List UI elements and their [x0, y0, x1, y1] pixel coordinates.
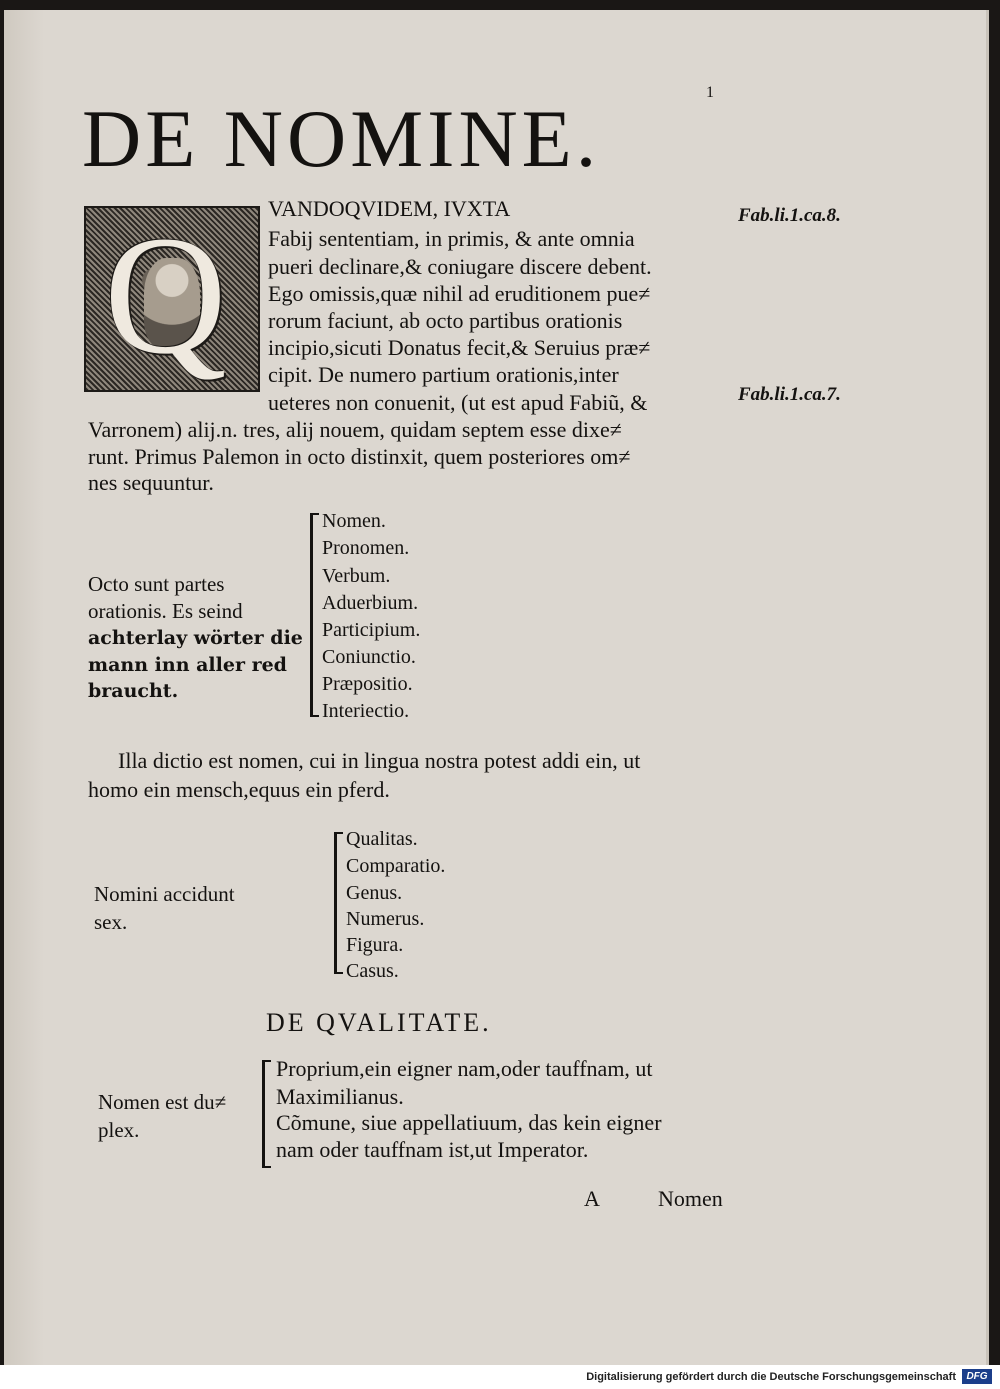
parts-list-item: Interiectio. — [322, 700, 410, 722]
drop-cap-woodcut — [84, 201, 260, 392]
page-gutter-shade — [4, 10, 44, 1365]
parts-intro-line: orationis. Es seind — [88, 599, 243, 623]
accidents-intro-line: Nomini accidunt — [94, 882, 235, 906]
intro-line: Fabij sententiam, in primis, & ante omnia — [268, 226, 635, 251]
book-page — [4, 10, 989, 1365]
section-heading: DE QVALITATE. — [266, 1008, 492, 1037]
duplex-line: Proprium,ein eigner nam,oder tauffnam, ut — [276, 1056, 653, 1081]
parts-list-item: Nomen. — [322, 510, 386, 532]
intro-line: cipit. De numero partium orationis,inter — [268, 362, 619, 387]
intro-line: incipio,sicuti Donatus fecit,& Seruius præ≠ — [268, 335, 651, 360]
footer-credit: Digitalisierung gefördert durch die Deutsche Forschungsgemeinschaft — [586, 1371, 956, 1383]
signature-mark: A — [584, 1186, 600, 1211]
definition-line: homo ein mensch,equus ein pferd. — [88, 777, 390, 802]
accidents-list-item: Casus. — [346, 960, 399, 982]
intro-line: rorum faciunt, ab octo partibus orationis — [268, 308, 623, 333]
duplex-line: nam oder tauffnam ist,ut Imperator. — [276, 1137, 589, 1162]
duplex-intro-line: plex. — [98, 1118, 140, 1142]
duplex-line: Maximilianus. — [276, 1084, 404, 1109]
parts-list-item: Præpositio. — [322, 673, 413, 695]
parts-list-item: Aduerbium. — [322, 592, 419, 614]
body-line: nes sequuntur. — [88, 470, 214, 495]
accidents-brace — [334, 832, 343, 974]
drop-cap-letter: Q — [104, 201, 227, 389]
accidents-list-item: Comparatio. — [346, 855, 446, 877]
parts-intro-line: Octo sunt partes — [88, 572, 225, 596]
dfg-logo-icon: DFG — [962, 1369, 992, 1384]
intro-line: VANDOQVIDEM, IVXTA — [268, 196, 511, 221]
intro-line: ueteres non conuenit, (ut est apud Fabiũ, & — [268, 390, 648, 415]
page-number: 1 — [706, 84, 714, 101]
intro-line: Ego omissis,quæ nihil ad eruditionem pue≠ — [268, 281, 651, 306]
parts-list-item: Pronomen. — [322, 537, 410, 559]
accidents-list-item: Genus. — [346, 882, 403, 904]
accidents-list-item: Figura. — [346, 934, 404, 956]
parts-brace — [310, 513, 319, 717]
margin-note: Fab.li.1.ca.7. — [738, 384, 841, 405]
duplex-line: Cõmune, siue appellatiuum, das kein eigner — [276, 1110, 662, 1135]
intro-line: pueri declinare,& coniugare discere debent. — [268, 254, 652, 279]
parts-list-item: Verbum. — [322, 565, 391, 587]
duplex-intro-line: Nomen est du≠ — [98, 1090, 227, 1114]
parts-list-item: Coniunctio. — [322, 646, 416, 668]
parts-intro-line: mann inn aller red — [88, 654, 287, 676]
parts-intro-line: achterlay wörter die — [88, 627, 303, 649]
catchword: Nomen — [658, 1186, 723, 1211]
accidents-intro-line: sex. — [94, 910, 128, 934]
parts-list-item: Participium. — [322, 619, 421, 641]
definition-line: Illa dictio est nomen, cui in lingua nostra potest addi ein, ut — [118, 748, 641, 773]
parts-intro-line: braucht. — [88, 680, 179, 702]
accidents-list-item: Numerus. — [346, 908, 425, 930]
accidents-list-item: Qualitas. — [346, 828, 418, 850]
body-line: runt. Primus Palemon in octo distinxit, quem posteriores om≠ — [88, 444, 631, 469]
body-line: Varronem) alij.n. tres, alij nouem, quidam septem esse dixe≠ — [88, 417, 622, 442]
margin-note: Fab.li.1.ca.8. — [738, 205, 841, 226]
digitization-footer — [0, 1365, 1000, 1389]
page-heading: DE NOMINE. — [82, 93, 601, 184]
duplex-brace — [262, 1060, 271, 1168]
